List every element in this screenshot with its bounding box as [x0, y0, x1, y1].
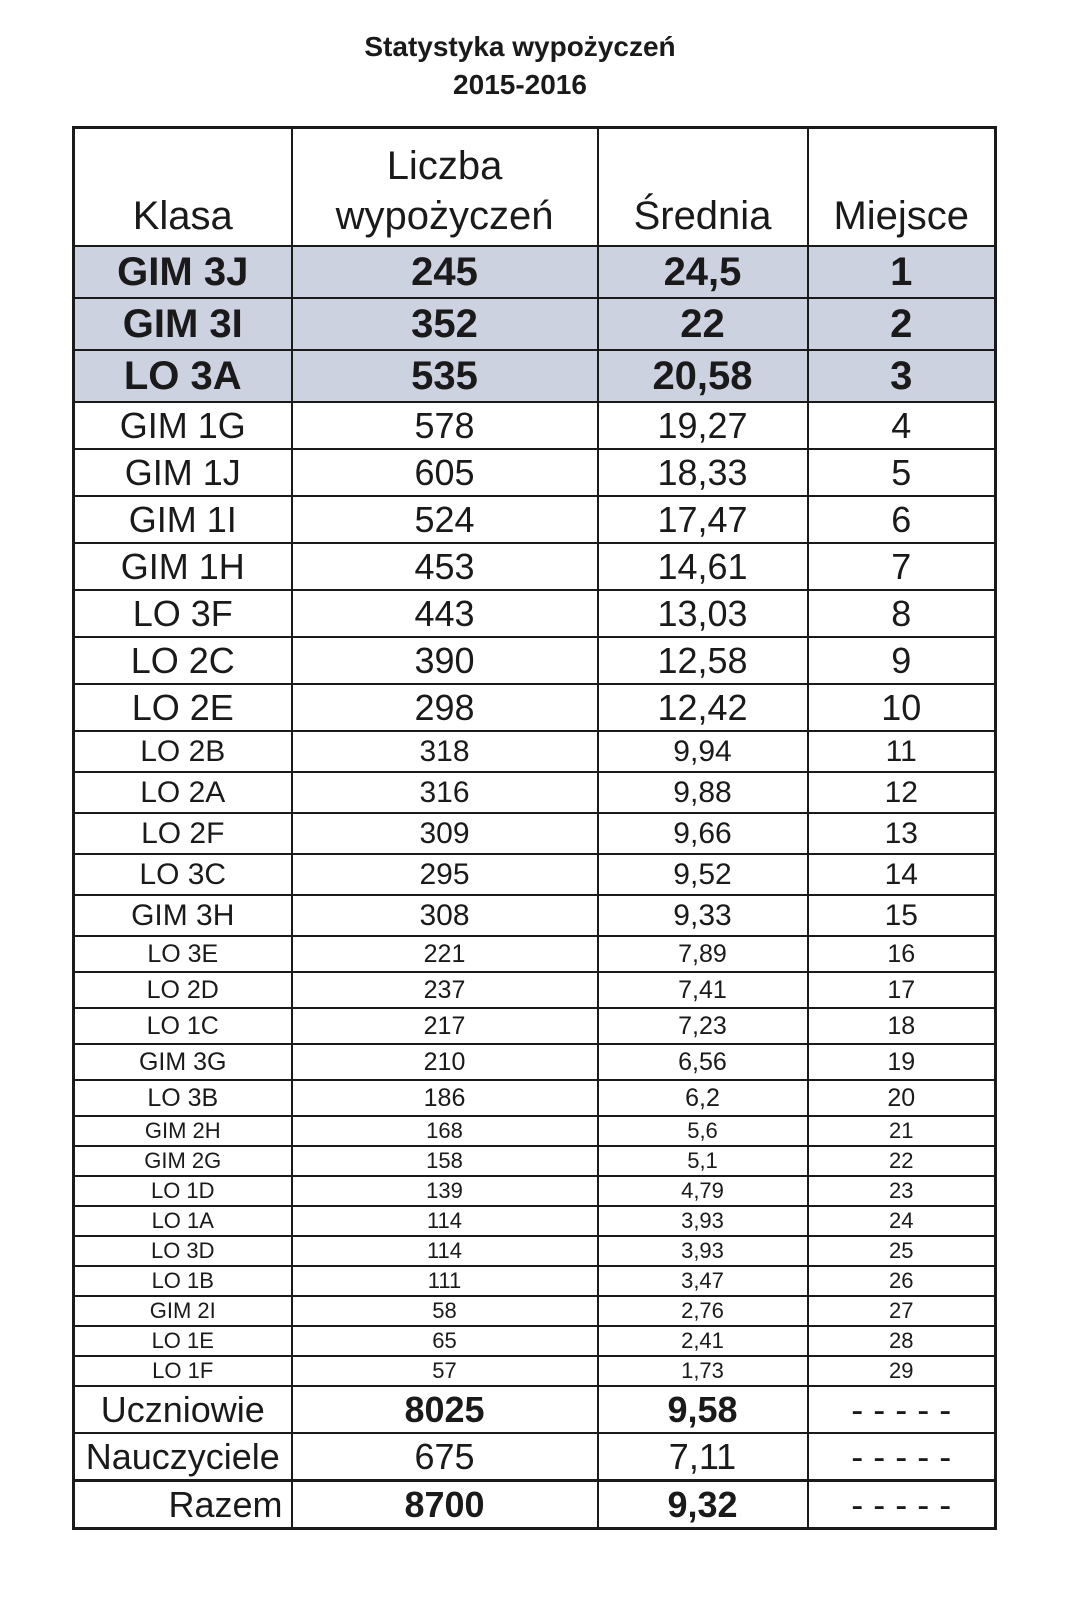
- table-row: [74, 1326, 996, 1356]
- cell-miejsce: 6: [808, 496, 996, 543]
- cell-srednia: 12,42: [598, 684, 808, 731]
- cell-srednia: 17,47: [598, 496, 808, 543]
- cell-srednia: 7,41: [598, 972, 808, 1008]
- cell-liczba: 295: [292, 854, 598, 895]
- cell-miejsce: 8: [808, 590, 996, 637]
- cell-klasa: LO 2F: [74, 813, 292, 854]
- cell-liczba: 111: [292, 1266, 598, 1296]
- cell-miejsce: 1: [808, 246, 996, 298]
- cell-miejsce: 21: [808, 1116, 996, 1146]
- cell-miejsce: 11: [808, 731, 996, 772]
- cell-liczba: 158: [292, 1146, 598, 1176]
- table-row: [74, 1176, 996, 1206]
- cell-liczba: 8700: [292, 1481, 598, 1529]
- cell-liczba: 139: [292, 1176, 598, 1206]
- table-row: [74, 936, 996, 972]
- cell-liczba: 217: [292, 1008, 598, 1044]
- cell-srednia: 9,88: [598, 772, 808, 813]
- header-liczba-line-2: wypożyczeń: [335, 194, 554, 238]
- header-klasa: Klasa: [74, 128, 292, 247]
- cell-klasa: LO 2A: [74, 772, 292, 813]
- cell-klasa: LO 3B: [74, 1080, 292, 1116]
- cell-srednia: 3,93: [598, 1236, 808, 1266]
- cell-miejsce: 26: [808, 1266, 996, 1296]
- cell-srednia: 3,93: [598, 1206, 808, 1236]
- cell-srednia: 22: [598, 298, 808, 350]
- cell-liczba: 352: [292, 298, 598, 350]
- cell-miejsce: 2: [808, 298, 996, 350]
- cell-klasa: LO 2C: [74, 637, 292, 684]
- cell-liczba: 524: [292, 496, 598, 543]
- cell-liczba: 605: [292, 449, 598, 496]
- cell-miejsce: 5: [808, 449, 996, 496]
- cell-liczba: 675: [292, 1433, 598, 1481]
- table-row: [74, 1206, 996, 1236]
- cell-liczba: 309: [292, 813, 598, 854]
- cell-klasa: LO 1C: [74, 1008, 292, 1044]
- cell-srednia: 5,1: [598, 1146, 808, 1176]
- cell-miejsce: 22: [808, 1146, 996, 1176]
- table-body: [74, 246, 996, 1529]
- cell-miejsce: - - - - -: [808, 1481, 996, 1529]
- header-liczba-line-1: Liczba: [386, 144, 503, 188]
- cell-srednia: 3,47: [598, 1266, 808, 1296]
- cell-srednia: 9,52: [598, 854, 808, 895]
- table-row: [74, 1044, 996, 1080]
- cell-klasa: GIM 3H: [74, 895, 292, 936]
- header-srednia: Średnia: [598, 128, 808, 247]
- cell-liczba: 65: [292, 1326, 598, 1356]
- cell-srednia: 6,56: [598, 1044, 808, 1080]
- summary-row-uczniowie: [74, 1386, 996, 1433]
- cell-miejsce: 20: [808, 1080, 996, 1116]
- table-row: [74, 1116, 996, 1146]
- cell-klasa: LO 2B: [74, 731, 292, 772]
- cell-srednia: 6,2: [598, 1080, 808, 1116]
- cell-miejsce: 15: [808, 895, 996, 936]
- cell-klasa: LO 3E: [74, 936, 292, 972]
- cell-liczba: 390: [292, 637, 598, 684]
- cell-miejsce: 25: [808, 1236, 996, 1266]
- summary-row-razem: [74, 1481, 996, 1529]
- cell-liczba: 168: [292, 1116, 598, 1146]
- table-row: [74, 449, 996, 496]
- table-row: [74, 298, 996, 350]
- table-row: [74, 854, 996, 895]
- cell-miejsce: 29: [808, 1356, 996, 1386]
- cell-klasa: LO 1F: [74, 1356, 292, 1386]
- cell-miejsce: 4: [808, 402, 996, 449]
- cell-miejsce: - - - - -: [808, 1433, 996, 1481]
- cell-klasa: GIM 2I: [74, 1296, 292, 1326]
- cell-liczba: 245: [292, 246, 598, 298]
- cell-klasa: LO 3F: [74, 590, 292, 637]
- header-liczba-wypozyczen: [292, 128, 598, 247]
- table-row: [74, 772, 996, 813]
- cell-klasa: LO 2E: [74, 684, 292, 731]
- cell-liczba: 443: [292, 590, 598, 637]
- cell-miejsce: 13: [808, 813, 996, 854]
- cell-srednia: 20,58: [598, 350, 808, 402]
- cell-srednia: 9,94: [598, 731, 808, 772]
- cell-srednia: 13,03: [598, 590, 808, 637]
- cell-miejsce: 27: [808, 1296, 996, 1326]
- cell-miejsce: 28: [808, 1326, 996, 1356]
- cell-srednia: 9,33: [598, 895, 808, 936]
- cell-liczba: 453: [292, 543, 598, 590]
- cell-miejsce: 18: [808, 1008, 996, 1044]
- cell-klasa: LO 2D: [74, 972, 292, 1008]
- cell-srednia: 2,41: [598, 1326, 808, 1356]
- cell-miejsce: 7: [808, 543, 996, 590]
- cell-srednia: 7,23: [598, 1008, 808, 1044]
- table-row: [74, 1266, 996, 1296]
- cell-miejsce: 24: [808, 1206, 996, 1236]
- cell-klasa: GIM 2G: [74, 1146, 292, 1176]
- cell-liczba: 210: [292, 1044, 598, 1080]
- table-row: [74, 590, 996, 637]
- table-row: [74, 684, 996, 731]
- cell-miejsce: 19: [808, 1044, 996, 1080]
- summary-row-nauczyciele: [74, 1433, 996, 1481]
- cell-liczba: 186: [292, 1080, 598, 1116]
- title-line-1: Statystyka wypożyczeń: [364, 31, 676, 62]
- cell-miejsce: 10: [808, 684, 996, 731]
- table-row: [74, 637, 996, 684]
- cell-liczba: 221: [292, 936, 598, 972]
- cell-klasa: LO 1A: [74, 1206, 292, 1236]
- cell-klasa: GIM 2H: [74, 1116, 292, 1146]
- header-miejsce: Miejsce: [808, 128, 996, 247]
- cell-klasa: Razem: [74, 1481, 292, 1529]
- cell-miejsce: 9: [808, 637, 996, 684]
- cell-klasa: GIM 1I: [74, 496, 292, 543]
- cell-klasa: LO 1E: [74, 1326, 292, 1356]
- table-row: [74, 813, 996, 854]
- table-row: [74, 1296, 996, 1326]
- cell-liczba: 578: [292, 402, 598, 449]
- table-row: [74, 350, 996, 402]
- cell-liczba: 114: [292, 1236, 598, 1266]
- cell-klasa: Nauczyciele: [74, 1433, 292, 1481]
- cell-liczba: 308: [292, 895, 598, 936]
- table-row: [74, 496, 996, 543]
- cell-miejsce: - - - - -: [808, 1386, 996, 1433]
- cell-miejsce: 16: [808, 936, 996, 972]
- cell-miejsce: 14: [808, 854, 996, 895]
- cell-srednia: 14,61: [598, 543, 808, 590]
- cell-srednia: 12,58: [598, 637, 808, 684]
- table-row: [74, 972, 996, 1008]
- cell-srednia: 9,58: [598, 1386, 808, 1433]
- cell-klasa: GIM 1J: [74, 449, 292, 496]
- cell-srednia: 7,89: [598, 936, 808, 972]
- table-row: [74, 543, 996, 590]
- document-title: [0, 28, 1040, 104]
- cell-miejsce: 12: [808, 772, 996, 813]
- cell-liczba: 298: [292, 684, 598, 731]
- table-row: [74, 895, 996, 936]
- cell-srednia: 18,33: [598, 449, 808, 496]
- table-row: [74, 402, 996, 449]
- table-row: [74, 1236, 996, 1266]
- cell-srednia: 19,27: [598, 402, 808, 449]
- cell-klasa: GIM 3J: [74, 246, 292, 298]
- cell-klasa: LO 3C: [74, 854, 292, 895]
- cell-klasa: GIM 1G: [74, 402, 292, 449]
- cell-klasa: GIM 3I: [74, 298, 292, 350]
- cell-miejsce: 17: [808, 972, 996, 1008]
- cell-liczba: 58: [292, 1296, 598, 1326]
- cell-liczba: 114: [292, 1206, 598, 1236]
- cell-liczba: 57: [292, 1356, 598, 1386]
- loans-statistics-table: [72, 126, 997, 1530]
- cell-liczba: 318: [292, 731, 598, 772]
- table-row: [74, 731, 996, 772]
- table-row: [74, 1008, 996, 1044]
- cell-srednia: 1,73: [598, 1356, 808, 1386]
- title-line-2: 2015-2016: [453, 69, 587, 100]
- cell-srednia: 24,5: [598, 246, 808, 298]
- cell-miejsce: 23: [808, 1176, 996, 1206]
- cell-srednia: 9,66: [598, 813, 808, 854]
- header-row: [74, 128, 996, 247]
- cell-klasa: LO 3D: [74, 1236, 292, 1266]
- cell-klasa: LO 3A: [74, 350, 292, 402]
- cell-miejsce: 3: [808, 350, 996, 402]
- cell-liczba: 8025: [292, 1386, 598, 1433]
- cell-srednia: 4,79: [598, 1176, 808, 1206]
- cell-klasa: GIM 1H: [74, 543, 292, 590]
- table-row: [74, 246, 996, 298]
- cell-klasa: Uczniowie: [74, 1386, 292, 1433]
- cell-srednia: 9,32: [598, 1481, 808, 1529]
- cell-srednia: 5,6: [598, 1116, 808, 1146]
- cell-klasa: GIM 3G: [74, 1044, 292, 1080]
- cell-srednia: 2,76: [598, 1296, 808, 1326]
- table-row: [74, 1146, 996, 1176]
- cell-liczba: 316: [292, 772, 598, 813]
- table-row: [74, 1356, 996, 1386]
- cell-klasa: LO 1D: [74, 1176, 292, 1206]
- table-row: [74, 1080, 996, 1116]
- cell-klasa: LO 1B: [74, 1266, 292, 1296]
- cell-srednia: 7,11: [598, 1433, 808, 1481]
- cell-liczba: 237: [292, 972, 598, 1008]
- cell-liczba: 535: [292, 350, 598, 402]
